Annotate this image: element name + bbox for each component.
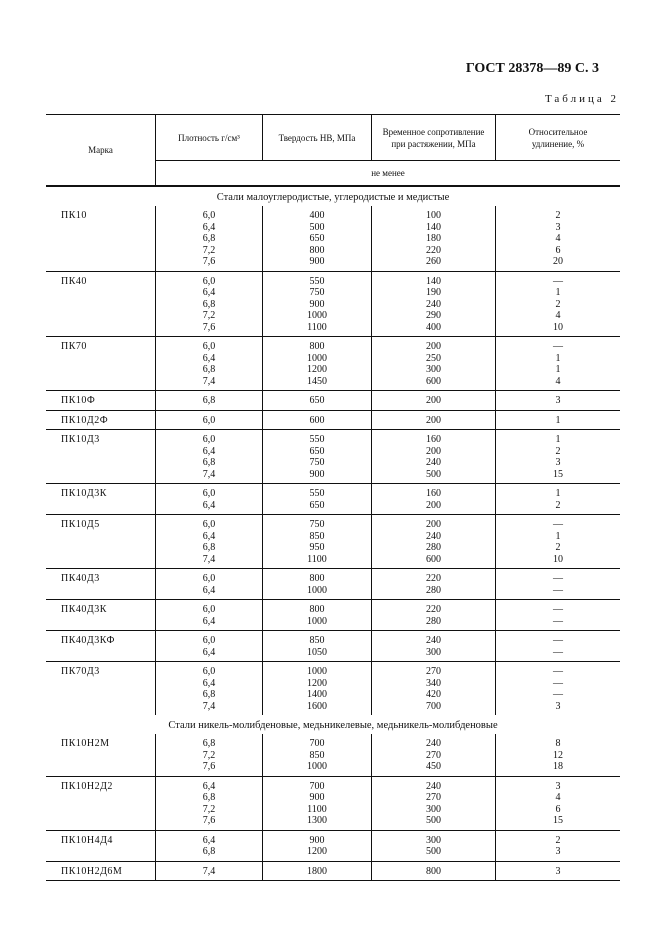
density-cell (156, 337, 263, 391)
tensile-cell (372, 569, 496, 600)
tensile-cell (372, 484, 496, 515)
column-header-density: Плотность г/см³ (156, 115, 263, 161)
table-row (46, 569, 620, 600)
mark-cell: ПК10Н2М (46, 734, 156, 776)
density-cell (156, 600, 263, 631)
elongation-cell (496, 569, 621, 600)
elongation-value: 12 (553, 749, 563, 761)
density-value: 6,4 (202, 499, 216, 511)
tensile-value: 500 (426, 815, 441, 826)
mark-cell: ПК10Д3К (46, 484, 156, 515)
tensile-cell (372, 206, 496, 271)
properties-table (46, 114, 620, 881)
hardness-value: 1000 (307, 352, 327, 364)
elongation-cell (496, 830, 621, 861)
mark-cell: ПК70 (46, 337, 156, 391)
density-value: 6,8 (202, 395, 216, 406)
hardness-value: 850 (309, 530, 325, 542)
hardness-value: 1450 (307, 375, 327, 387)
tensile-value: 300 (426, 646, 441, 658)
hardness-value: 650 (309, 499, 325, 511)
density-value: 7,2 (202, 310, 216, 321)
tensile-value: 200 (426, 341, 441, 352)
mark-cell: ПК10Ф (46, 391, 156, 411)
density-value: 6,4 (202, 780, 216, 792)
elongation-value: 20 (553, 256, 563, 267)
hardness-value: 1000 (307, 666, 327, 677)
density-value: 6,4 (202, 352, 216, 364)
hardness-cell (263, 776, 372, 830)
density-value: 6,8 (202, 364, 216, 375)
density-value: 6,0 (202, 573, 216, 584)
tensile-value: 240 (426, 530, 441, 542)
hardness-value: 1000 (307, 310, 327, 321)
elongation-value: 6 (555, 803, 561, 815)
density-value: 7,6 (202, 761, 216, 772)
mark-cell: ПК10Н4Д4 (46, 830, 156, 861)
hardness-value: 700 (309, 738, 325, 749)
tensile-value: 270 (426, 792, 441, 803)
elongation-value: 2 (555, 542, 561, 553)
elongation-cell (496, 337, 621, 391)
hardness-cell (263, 484, 372, 515)
tensile-value: 280 (426, 542, 441, 553)
elongation-cell (496, 206, 621, 271)
tensile-cell (372, 391, 496, 411)
density-value: 6,0 (202, 275, 216, 287)
section-title: Стали никель-молибденовые, медьникелевые, медьникель-молибденовые (168, 719, 498, 731)
table-row (46, 631, 620, 662)
density-value: 6,0 (202, 604, 216, 615)
hardness-cell (263, 337, 372, 391)
density-value: 6,4 (202, 834, 216, 846)
density-cell (156, 484, 263, 515)
elongation-value: — (553, 666, 563, 677)
density-value: 6,4 (202, 221, 216, 233)
tensile-value: 300 (426, 364, 441, 375)
density-cell (156, 271, 263, 337)
tensile-value: 240 (426, 780, 441, 792)
table-row (46, 430, 620, 484)
page-header: ГОСТ 28378—89 С. 3 (465, 61, 599, 76)
table-label: Таблица 2 (544, 93, 619, 105)
density-value: 6,0 (202, 666, 216, 677)
elongation-value: 1 (555, 364, 561, 375)
tensile-value: 200 (426, 519, 441, 530)
tensile-value: 420 (426, 689, 441, 700)
hardness-value: 800 (309, 604, 325, 615)
tensile-value: 290 (426, 310, 441, 321)
density-value: 6,8 (202, 542, 216, 553)
density-value: 6,0 (202, 341, 216, 352)
hardness-cell (263, 662, 372, 716)
table-row (46, 776, 620, 830)
hardness-value: 850 (309, 635, 325, 646)
hardness-value: 1800 (307, 865, 327, 877)
tensile-value: 280 (426, 615, 441, 627)
density-cell (156, 631, 263, 662)
hardness-value: 1200 (307, 846, 327, 857)
column-header-elongation: Относительное удлинение, % (496, 115, 621, 161)
elongation-cell (496, 391, 621, 411)
elongation-cell (496, 662, 621, 716)
tensile-value: 220 (426, 244, 441, 256)
table-row (46, 830, 620, 861)
tensile-value: 600 (426, 553, 441, 565)
elongation-value: 2 (555, 499, 561, 511)
tensile-value: 800 (426, 865, 441, 877)
elongation-value: — (553, 689, 563, 700)
elongation-value: 1 (555, 488, 561, 499)
hardness-cell (263, 206, 372, 271)
hardness-value: 650 (309, 395, 325, 406)
hardness-cell (263, 631, 372, 662)
density-value: 7,4 (202, 553, 216, 565)
elongation-value: 4 (555, 233, 561, 244)
column-header-hardness: Твердость НВ, МПа (263, 115, 372, 161)
elongation-value: 18 (553, 761, 563, 772)
tensile-value: 450 (426, 761, 441, 772)
elongation-value: 3 (555, 700, 561, 712)
table-row (46, 391, 620, 411)
mark-cell: ПК10Н2Д6М (46, 861, 156, 881)
density-cell (156, 430, 263, 484)
tensile-value: 160 (426, 488, 441, 499)
hardness-value: 550 (309, 275, 325, 287)
table-row (46, 410, 620, 430)
density-cell (156, 662, 263, 716)
elongation-value: — (553, 584, 563, 596)
elongation-cell (496, 410, 621, 430)
density-cell (156, 776, 263, 830)
tensile-value: 600 (426, 375, 441, 387)
density-value: 6,8 (202, 738, 216, 749)
density-cell (156, 830, 263, 861)
elongation-value: 15 (553, 468, 563, 480)
density-value: 7,4 (202, 700, 216, 712)
density-value: 7,2 (202, 244, 216, 256)
elongation-value: 1 (555, 414, 561, 426)
elongation-cell (496, 861, 621, 881)
mark-cell: ПК40Д3 (46, 569, 156, 600)
density-value: 7,4 (202, 865, 216, 877)
tensile-value: 500 (426, 468, 441, 480)
tensile-value: 260 (426, 256, 441, 267)
tensile-value: 500 (426, 846, 441, 857)
density-value: 6,8 (202, 298, 216, 310)
tensile-value: 200 (426, 395, 441, 406)
hardness-value: 800 (309, 244, 325, 256)
density-value: 7,4 (202, 468, 216, 480)
density-cell (156, 734, 263, 776)
hardness-value: 1300 (307, 815, 327, 826)
hardness-value: 1200 (307, 364, 327, 375)
elongation-value: 2 (555, 834, 561, 846)
tensile-cell (372, 337, 496, 391)
elongation-value: 3 (555, 221, 561, 233)
density-cell (156, 410, 263, 430)
hardness-value: 1050 (307, 646, 327, 658)
density-value: 6,4 (202, 530, 216, 542)
hardness-value: 900 (309, 256, 325, 267)
tensile-cell (372, 861, 496, 881)
elongation-value: 4 (555, 375, 561, 387)
table-row (46, 484, 620, 515)
density-value: 7,6 (202, 321, 216, 333)
tensile-cell (372, 600, 496, 631)
hardness-value: 1000 (307, 615, 327, 627)
hardness-value: 1400 (307, 689, 327, 700)
density-value: 6,0 (202, 635, 216, 646)
elongation-cell (496, 271, 621, 337)
elongation-value: — (553, 635, 563, 646)
density-value: 6,0 (202, 434, 216, 445)
tensile-value: 200 (426, 499, 441, 511)
elongation-value: — (553, 519, 563, 530)
table-row (46, 662, 620, 716)
tensile-value: 220 (426, 604, 441, 615)
section-title-row (46, 715, 620, 734)
tensile-value: 140 (426, 221, 441, 233)
mark-cell: ПК10Д3 (46, 430, 156, 484)
density-value: 6,0 (202, 210, 216, 221)
tensile-value: 140 (426, 275, 441, 287)
hardness-value: 500 (309, 221, 325, 233)
hardness-value: 900 (309, 792, 325, 803)
mark-cell: ПК40 (46, 271, 156, 337)
table-row (46, 206, 620, 271)
elongation-cell (496, 515, 621, 569)
tensile-value: 700 (426, 700, 441, 712)
tensile-value: 400 (426, 321, 441, 333)
density-value: 7,6 (202, 815, 216, 826)
tensile-value: 240 (426, 457, 441, 468)
elongation-value: — (553, 341, 563, 352)
not-less-note: не менее (156, 161, 621, 187)
hardness-cell (263, 391, 372, 411)
tensile-value: 180 (426, 233, 441, 244)
density-cell (156, 515, 263, 569)
tensile-value: 200 (426, 414, 441, 426)
hardness-value: 400 (309, 210, 325, 221)
hardness-value: 800 (309, 573, 325, 584)
elongation-value: 4 (555, 310, 561, 321)
density-value: 6,4 (202, 646, 216, 658)
elongation-value: — (553, 615, 563, 627)
elongation-cell (496, 734, 621, 776)
elongation-value: 1 (555, 434, 561, 445)
elongation-cell (496, 600, 621, 631)
elongation-value: 3 (555, 395, 561, 406)
density-value: 6,8 (202, 689, 216, 700)
hardness-value: 550 (309, 488, 325, 499)
table-row (46, 271, 620, 337)
density-value: 6,8 (202, 846, 216, 857)
tensile-value: 300 (426, 834, 441, 846)
column-header-mark: Марка (46, 115, 156, 187)
hardness-value: 650 (309, 233, 325, 244)
tensile-cell (372, 734, 496, 776)
table-row (46, 734, 620, 776)
tensile-cell (372, 631, 496, 662)
hardness-value: 800 (309, 341, 325, 352)
elongation-value: 3 (555, 865, 561, 877)
section-title: Стали малоуглеродистые, углеродистые и медистые (216, 191, 450, 203)
hardness-value: 550 (309, 434, 325, 445)
elongation-value: 3 (555, 457, 561, 468)
hardness-value: 1000 (307, 584, 327, 596)
table-row (46, 515, 620, 569)
density-value: 7,2 (202, 749, 216, 761)
tensile-cell (372, 430, 496, 484)
density-value: 6,4 (202, 287, 216, 298)
elongation-cell (496, 430, 621, 484)
tensile-cell (372, 662, 496, 716)
hardness-value: 900 (309, 468, 325, 480)
hardness-cell (263, 410, 372, 430)
elongation-value: 4 (555, 792, 561, 803)
tensile-value: 270 (426, 749, 441, 761)
tensile-cell (372, 410, 496, 430)
elongation-value: — (553, 604, 563, 615)
tensile-value: 220 (426, 573, 441, 584)
mark-cell: ПК10 (46, 206, 156, 271)
hardness-value: 850 (309, 749, 325, 761)
elongation-cell (496, 776, 621, 830)
tensile-cell (372, 830, 496, 861)
tensile-cell (372, 515, 496, 569)
density-value: 6,0 (202, 414, 216, 426)
elongation-cell (496, 484, 621, 515)
table-row (46, 337, 620, 391)
hardness-value: 750 (309, 287, 325, 298)
hardness-value: 750 (309, 519, 325, 530)
hardness-value: 600 (309, 414, 325, 426)
mark-cell: ПК70Д3 (61, 666, 100, 677)
elongation-value: 2 (555, 210, 561, 221)
hardness-value: 1100 (307, 321, 327, 333)
density-value: 7,2 (202, 803, 216, 815)
hardness-cell (263, 569, 372, 600)
elongation-value: — (553, 275, 563, 287)
elongation-value: 6 (555, 244, 561, 256)
elongation-value: 3 (555, 846, 561, 857)
mark-cell: ПК40Д3КФ (46, 631, 156, 662)
hardness-cell (263, 600, 372, 631)
hardness-value: 900 (309, 298, 325, 310)
hardness-cell (263, 430, 372, 484)
tensile-cell (372, 776, 496, 830)
elongation-value: 2 (555, 298, 561, 310)
elongation-value: 15 (553, 815, 563, 826)
tensile-cell (372, 271, 496, 337)
mark-cell: ПК10Д2Ф (46, 410, 156, 430)
elongation-value: 1 (555, 352, 561, 364)
density-cell (156, 569, 263, 600)
density-value: 7,6 (202, 256, 216, 267)
tensile-value: 160 (426, 434, 441, 445)
tensile-value: 340 (426, 677, 441, 689)
hardness-cell (263, 734, 372, 776)
tensile-value: 190 (426, 287, 441, 298)
hardness-value: 650 (309, 445, 325, 457)
hardness-value: 950 (309, 542, 325, 553)
tensile-value: 270 (426, 666, 441, 677)
elongation-cell (496, 631, 621, 662)
density-cell (156, 391, 263, 411)
mark-cell: ПК40Д3К (46, 600, 156, 631)
elongation-value: 10 (553, 553, 563, 565)
hardness-value: 750 (309, 457, 325, 468)
density-cell (156, 206, 263, 271)
density-value: 6,4 (202, 615, 216, 627)
density-value: 6,8 (202, 792, 216, 803)
tensile-value: 280 (426, 584, 441, 596)
density-value: 7,4 (202, 375, 216, 387)
elongation-value: 2 (555, 445, 561, 457)
density-value: 6,0 (202, 519, 216, 530)
hardness-cell (263, 515, 372, 569)
elongation-value: 3 (555, 780, 561, 792)
elongation-value: 8 (555, 738, 561, 749)
mark-cell: ПК10Н2Д2 (46, 776, 156, 830)
table-row (46, 600, 620, 631)
hardness-value: 700 (309, 780, 325, 792)
hardness-value: 1000 (307, 761, 327, 772)
density-cell (156, 861, 263, 881)
mark-cell: ПК10Д5 (46, 515, 156, 569)
elongation-value: — (553, 677, 563, 689)
density-value: 6,8 (202, 457, 216, 468)
density-value: 6,4 (202, 677, 216, 689)
hardness-cell (263, 830, 372, 861)
hardness-cell (263, 271, 372, 337)
tensile-value: 250 (426, 352, 441, 364)
density-value: 6,0 (202, 488, 216, 499)
tensile-value: 100 (426, 210, 441, 221)
tensile-value: 240 (426, 635, 441, 646)
tensile-value: 200 (426, 445, 441, 457)
elongation-value: 1 (555, 287, 561, 298)
column-header-tensile: Временное сопротивление при растяжении, МПа (372, 115, 496, 161)
table-row (46, 861, 620, 881)
section-title-row (46, 186, 620, 206)
density-value: 6,4 (202, 445, 216, 457)
hardness-value: 1100 (307, 553, 327, 565)
density-value: 6,8 (202, 233, 216, 244)
tensile-value: 240 (426, 298, 441, 310)
density-value: 6,4 (202, 584, 216, 596)
tensile-value: 300 (426, 803, 441, 815)
elongation-value: 10 (553, 321, 563, 333)
elongation-value: — (553, 573, 563, 584)
hardness-cell (263, 861, 372, 881)
hardness-value: 1200 (307, 677, 327, 689)
elongation-value: 1 (555, 530, 561, 542)
tensile-value: 240 (426, 738, 441, 749)
hardness-value: 900 (309, 834, 325, 846)
hardness-value: 1100 (307, 803, 327, 815)
hardness-value: 1600 (307, 700, 327, 712)
elongation-value: — (553, 646, 563, 658)
